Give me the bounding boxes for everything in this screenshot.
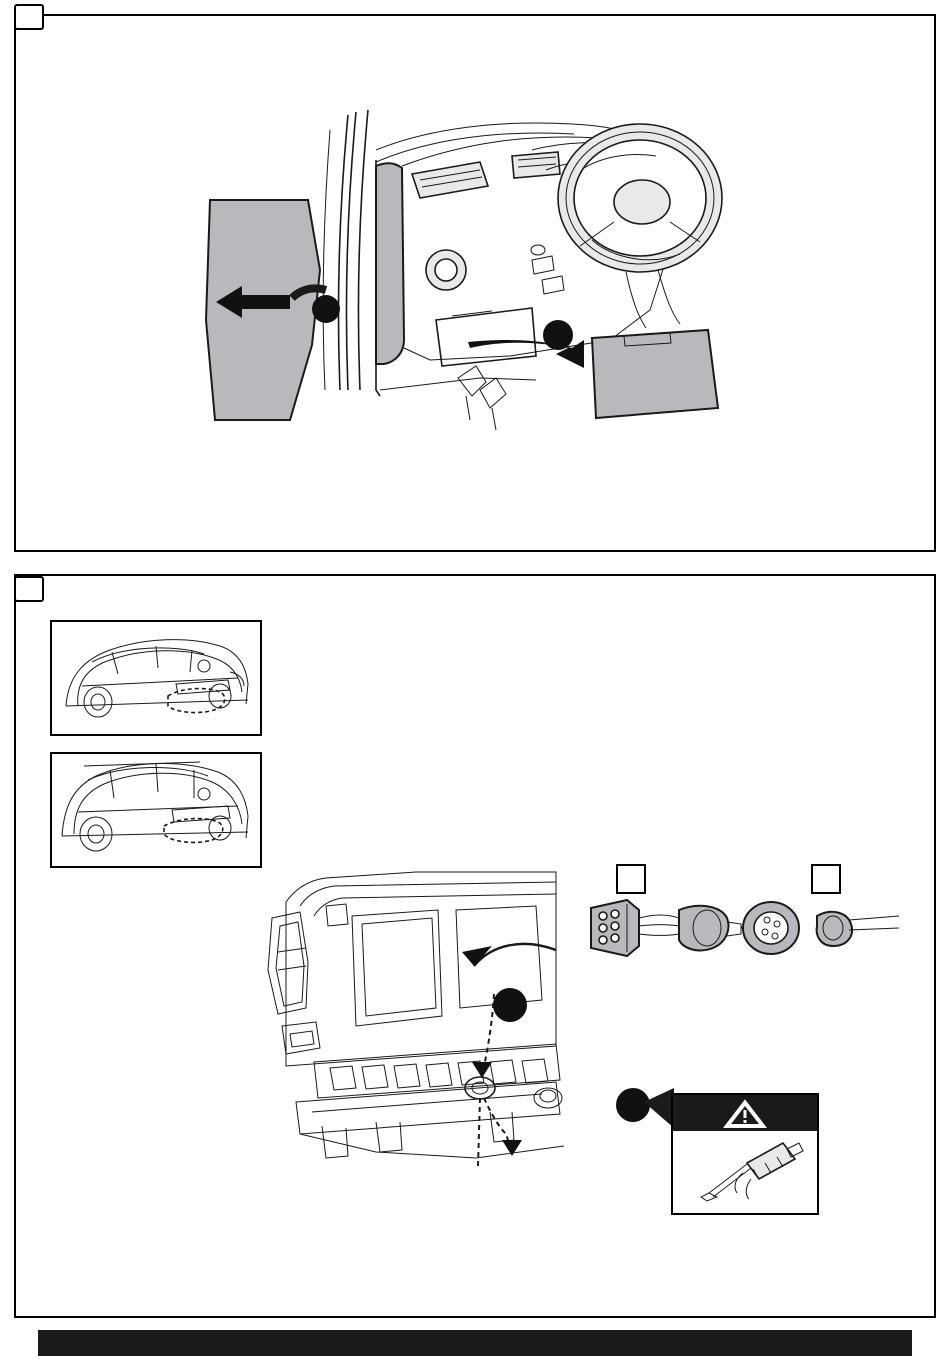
removed-lower-cover bbox=[592, 330, 718, 418]
warning-triangle-icon bbox=[723, 1099, 767, 1129]
steering-wheel bbox=[558, 124, 722, 272]
warning-inset-header bbox=[673, 1095, 817, 1131]
callout-dot-1 bbox=[312, 295, 340, 323]
socket-cap bbox=[817, 912, 852, 946]
thumbnail-sedan-rear bbox=[50, 620, 262, 736]
wagon-socket-location-highlight bbox=[164, 819, 223, 843]
dash-side-face bbox=[376, 163, 404, 364]
warning-inset bbox=[671, 1093, 819, 1215]
arrow-harness-down bbox=[472, 1062, 492, 1078]
trailer-socket-assembly bbox=[581, 886, 901, 976]
callout-dot-1 bbox=[493, 988, 527, 1022]
step-number-box-2 bbox=[14, 576, 44, 602]
assembly-label-box-right bbox=[811, 864, 841, 894]
sealant-gun-icon bbox=[687, 1139, 805, 1207]
step-panel-2 bbox=[14, 574, 936, 1318]
callout-dot-2 bbox=[543, 320, 573, 350]
step-number-box-1 bbox=[14, 4, 44, 30]
assembly-label-box-left bbox=[616, 864, 646, 894]
dashboard-illustration bbox=[180, 90, 760, 470]
footer-bar bbox=[38, 1330, 912, 1356]
air-vent-center bbox=[512, 152, 560, 178]
air-vent-left bbox=[412, 162, 488, 198]
thumbnail-wagon-rear bbox=[50, 752, 262, 868]
removed-side-trim-panel bbox=[206, 200, 320, 420]
